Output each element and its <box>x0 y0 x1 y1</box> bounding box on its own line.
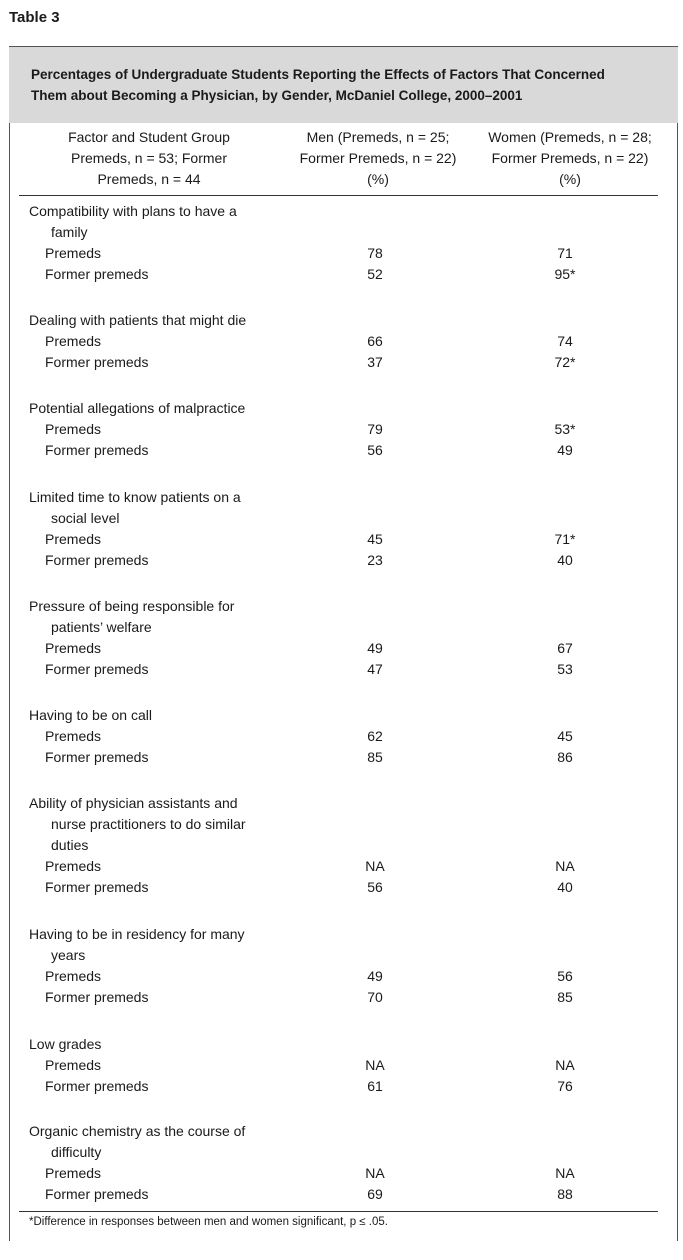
women-value: NA <box>555 1165 575 1181</box>
factor-group <box>19 201 658 285</box>
men-value: 70 <box>367 989 383 1005</box>
table-row <box>19 987 658 1008</box>
row-label: Former premeds <box>45 749 149 765</box>
factor-group <box>19 705 658 768</box>
factor-label-line: difficulty <box>51 1144 102 1160</box>
factor-label-line: family <box>51 224 88 240</box>
men-value: 85 <box>367 749 383 765</box>
men-value: 78 <box>367 245 383 261</box>
row-label: Premeds <box>45 333 102 349</box>
men-value: 56 <box>367 442 383 458</box>
header-women-line: (%) <box>559 171 581 187</box>
factor-label-line: Ability of physician assistants and <box>29 795 238 811</box>
table-row <box>19 352 658 373</box>
factor-label <box>19 398 658 419</box>
women-value: 95* <box>554 266 576 282</box>
women-value: 40 <box>557 552 573 568</box>
men-value: 47 <box>367 661 383 677</box>
factor-label-line: patients’ welfare <box>51 619 152 635</box>
row-label: Former premeds <box>45 989 149 1005</box>
factor-label-line: Limited time to know patients on a <box>29 489 241 505</box>
header-factor-line: Premeds, n = 53; Former <box>70 150 227 166</box>
header-men <box>283 127 473 190</box>
row-label: Former premeds <box>45 354 149 370</box>
men-value: 61 <box>367 1078 383 1094</box>
women-value: 40 <box>557 879 573 895</box>
men-value: 37 <box>367 354 383 370</box>
row-label: Premeds <box>45 245 102 261</box>
title-line-2: Them about Becoming a Physician, by Gender, McDaniel College, 2000–2001 <box>31 88 523 103</box>
row-label: Premeds <box>45 421 102 437</box>
row-label: Premeds <box>45 1165 102 1181</box>
row-label: Former premeds <box>45 266 149 282</box>
header-men-line: (%) <box>367 171 389 187</box>
factor-group <box>19 1121 658 1205</box>
factor-group <box>19 924 658 1008</box>
table-row <box>19 550 658 571</box>
women-value: NA <box>555 1057 575 1073</box>
men-value: 56 <box>367 879 383 895</box>
table-row <box>19 638 658 659</box>
women-value: 72* <box>554 354 576 370</box>
header-women <box>475 127 665 190</box>
women-value: 71 <box>557 245 573 261</box>
table-row <box>19 331 658 352</box>
header-women-line: Women (Premeds, n = 28; <box>488 129 652 145</box>
men-value: 49 <box>367 640 383 656</box>
row-label: Former premeds <box>45 1078 149 1094</box>
table-row <box>19 726 658 747</box>
table-row <box>19 856 658 877</box>
table-row <box>19 1163 658 1184</box>
women-value: 71* <box>554 531 576 547</box>
men-value: 62 <box>367 728 383 744</box>
factor-group <box>19 398 658 461</box>
factor-label <box>19 705 658 726</box>
factor-label-line: Having to be on call <box>29 707 152 723</box>
table-row <box>19 529 658 550</box>
table-row <box>19 659 658 680</box>
table-row <box>19 747 658 768</box>
factor-group <box>19 1034 658 1097</box>
row-label: Premeds <box>45 858 102 874</box>
factor-label-line: Having to be in residency for many <box>29 926 245 942</box>
header-men-line: Men (Premeds, n = 25; <box>306 129 450 145</box>
header-factor-line: Premeds, n = 44 <box>97 171 201 187</box>
factor-label-line: Dealing with patients that might die <box>29 312 247 328</box>
table-row <box>19 440 658 461</box>
table-row <box>19 1184 658 1205</box>
men-value: NA <box>365 1165 385 1181</box>
women-value: 74 <box>557 333 573 349</box>
header-women-line: Former Premeds, n = 22) <box>491 150 649 166</box>
factor-label-line: Low grades <box>29 1036 102 1052</box>
women-value: 45 <box>557 728 573 744</box>
title-line-1: Percentages of Undergraduate Students Reporting the Effects of Factors That Concerned <box>31 67 605 82</box>
header-factor-line: Factor and Student Group <box>68 129 230 145</box>
women-value: 85 <box>557 989 573 1005</box>
footnote: *Difference in responses between men and women significant, p ≤ .05. <box>29 1216 388 1228</box>
table-row <box>19 1055 658 1076</box>
factor-label <box>19 487 658 529</box>
header-rule <box>19 195 658 196</box>
table-row <box>19 243 658 264</box>
row-label: Former premeds <box>45 1186 149 1202</box>
men-value: 45 <box>367 531 383 547</box>
factor-label <box>19 1121 658 1163</box>
women-value: NA <box>555 858 575 874</box>
row-label: Premeds <box>45 1057 102 1073</box>
women-value: 49 <box>557 442 573 458</box>
row-label: Premeds <box>45 728 102 744</box>
factor-label-line: nurse practitioners to do similar <box>51 816 246 832</box>
table-row <box>19 1076 658 1097</box>
men-value: NA <box>365 1057 385 1073</box>
women-value: 76 <box>557 1078 573 1094</box>
header-factor <box>49 127 249 190</box>
footer-rule <box>19 1211 658 1212</box>
men-value: NA <box>365 858 385 874</box>
factor-label-line: duties <box>51 837 89 853</box>
factor-label <box>19 310 658 331</box>
factor-label <box>19 1034 658 1055</box>
row-label: Premeds <box>45 968 102 984</box>
factor-label-line: Potential allegations of malpractice <box>29 400 246 416</box>
factor-group <box>19 487 658 571</box>
factor-label <box>19 924 658 966</box>
table-title <box>9 46 678 123</box>
men-value: 52 <box>367 266 383 282</box>
table-row <box>19 877 658 898</box>
factor-label-line: Organic chemistry as the course of <box>29 1123 246 1139</box>
men-value: 23 <box>367 552 383 568</box>
factor-label <box>19 596 658 638</box>
factor-label <box>19 201 658 243</box>
women-value: 88 <box>557 1186 573 1202</box>
row-label: Premeds <box>45 531 102 547</box>
table-row <box>19 419 658 440</box>
women-value: 53* <box>554 421 576 437</box>
women-value: 86 <box>557 749 573 765</box>
table-label: Table 3 <box>9 9 60 26</box>
factor-label-line: years <box>51 947 86 963</box>
table-row <box>19 264 658 285</box>
women-value: 56 <box>557 968 573 984</box>
factor-label-line: social level <box>51 510 120 526</box>
factor-label-line: Compatibility with plans to have a <box>29 203 237 219</box>
factor-group <box>19 793 658 898</box>
men-value: 79 <box>367 421 383 437</box>
women-value: 67 <box>557 640 573 656</box>
factor-group <box>19 310 658 373</box>
women-value: 53 <box>557 661 573 677</box>
header-men-line: Former Premeds, n = 22) <box>299 150 457 166</box>
row-label: Former premeds <box>45 879 149 895</box>
row-label: Former premeds <box>45 552 149 568</box>
table-row <box>19 966 658 987</box>
row-label: Premeds <box>45 640 102 656</box>
factor-label <box>19 793 658 856</box>
row-label: Former premeds <box>45 661 149 677</box>
factor-group <box>19 596 658 680</box>
men-value: 66 <box>367 333 383 349</box>
factor-label-line: Pressure of being responsible for <box>29 598 235 614</box>
men-value: 69 <box>367 1186 383 1202</box>
men-value: 49 <box>367 968 383 984</box>
row-label: Former premeds <box>45 442 149 458</box>
